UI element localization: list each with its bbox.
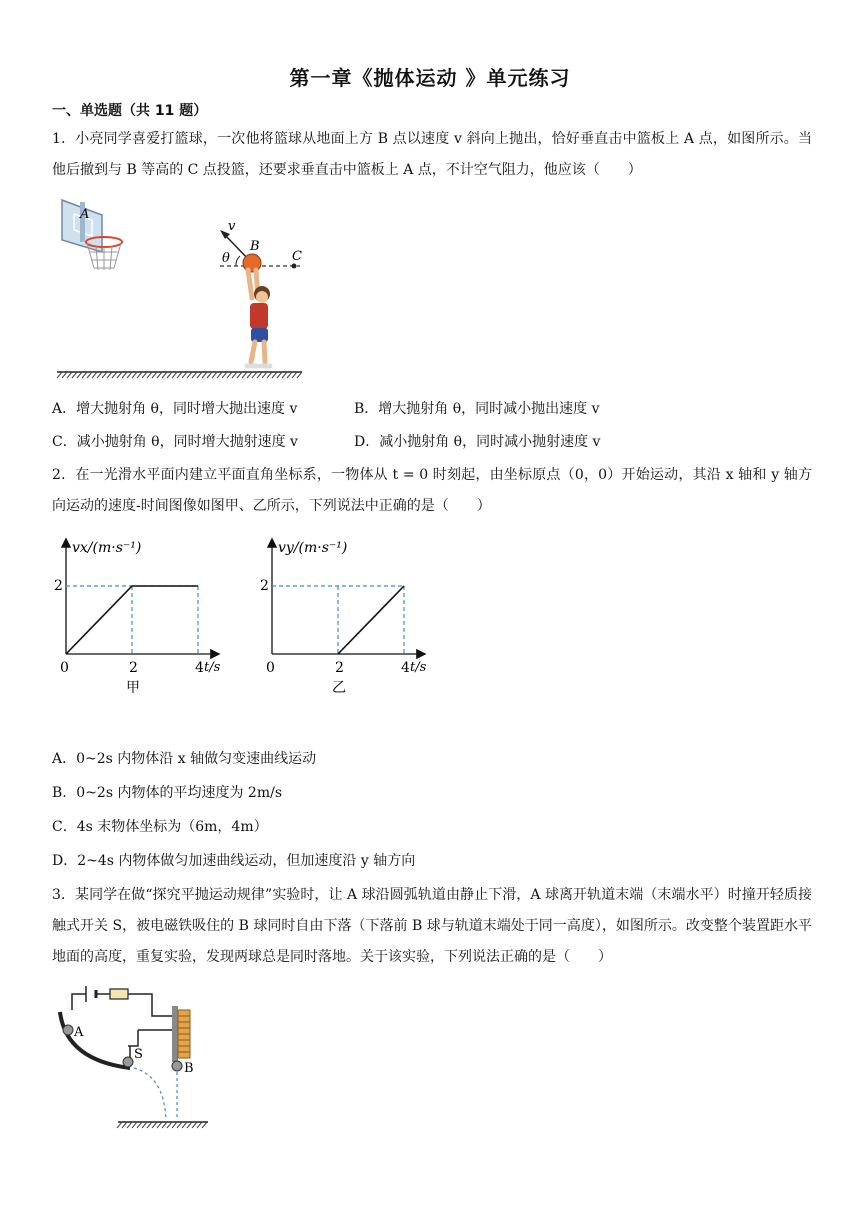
basketball-figure — [52, 190, 312, 385]
point-c-dot — [292, 264, 297, 269]
theta-label: θ — [222, 251, 230, 266]
q1-option-a: A．增大抛射角 θ，同时增大抛出速度 v — [52, 401, 298, 417]
q2-option-b: B．0~2s 内物体的平均速度为 2m/s — [52, 785, 283, 801]
page-title: 第一章《抛体运动 》单元练习 — [289, 66, 571, 90]
resistor-icon — [110, 989, 128, 999]
projectile-path — [134, 1068, 166, 1120]
graph2-x-label: t/s — [410, 660, 427, 675]
switch-s-label: S — [134, 1047, 143, 1062]
graph2-y-tick-2: 2 — [260, 578, 269, 594]
circuit-wires — [72, 994, 178, 1046]
graph2-caption: 乙 — [332, 680, 346, 696]
graph1-x-tick-4: 4 — [195, 660, 204, 676]
graph1-x-tick-2: 2 — [129, 660, 138, 676]
electromagnet — [172, 1006, 190, 1062]
graph2-x-tick-0: 0 — [266, 660, 275, 676]
velocity-time-graphs — [52, 532, 452, 702]
graph1-caption: 甲 — [126, 680, 140, 696]
battery-icon — [86, 986, 96, 1002]
point-a-label: A — [80, 207, 90, 222]
graph2-guides — [272, 586, 404, 654]
point-b-label: B — [250, 239, 260, 254]
projectile-apparatus-figure — [52, 980, 232, 1132]
ball-a — [63, 1025, 73, 1035]
graph2-y-label: vy/(m·s⁻¹) — [278, 540, 348, 556]
q2-option-a: A．0~2s 内物体沿 x 轴做匀变速曲线运动 — [52, 751, 317, 767]
q1-option-d: D．减小抛射角 θ，同时减小抛射速度 v — [354, 434, 601, 450]
q1-option-c: C．减小抛射角 θ，同时增大抛射速度 v — [52, 434, 298, 450]
graph1-y-tick-2: 2 — [54, 578, 63, 594]
velocity-label: v — [228, 219, 236, 234]
question-2-text: 2．在一光滑水平面内建立平面直角坐标系，一物体从 t = 0 时刻起，由坐标原点（0，0）开始运动，其沿 x 轴和 y 轴方向运动的速度-时间图像如图甲、乙所示，下列说法中正确的是（ ） — [52, 467, 812, 514]
section-heading: 一、单选题（共 11 题） — [52, 103, 208, 119]
curved-track — [60, 1012, 130, 1068]
graph2-x-tick-4: 4 — [401, 660, 410, 676]
graph1-x-tick-0: 0 — [60, 660, 69, 676]
graph2-x-tick-2: 2 — [335, 660, 344, 676]
ball-b-label: B — [184, 1061, 194, 1076]
player-figure — [247, 270, 270, 366]
graph2-data-line — [338, 586, 404, 654]
graph1-x-label: t/s — [204, 660, 221, 675]
series-line — [338, 586, 404, 654]
q2-option-c: C．4s 末物体坐标为（6m，4m） — [52, 819, 268, 835]
graph1-guides — [66, 586, 198, 654]
q2-option-d: D．2~4s 内物体做匀加速曲线运动，但加速度沿 y 轴方向 — [52, 853, 416, 869]
q1-option-b: B．增大抛射角 θ，同时减小抛出速度 v — [354, 401, 600, 417]
ball-b — [172, 1061, 182, 1071]
graph1-y-label: vx/(m·s⁻¹) — [72, 540, 142, 556]
ball-a-label: A — [74, 1025, 84, 1040]
question-1-text: 1．小亮同学喜爱打篮球，一次他将篮球从地面上方 B 点以速度 v 斜向上抛出，恰好垂直击中篮板上 A 点，如图所示。当他后撤到与 B 等高的 C 点投篮，还要求垂直击中篮板上 A 点，不计空气阻力，他应该（ ） — [52, 131, 812, 178]
ground-line — [57, 372, 302, 378]
question-3-text: 3．某同学在做“探究平抛运动规律”实验时，让 A 球沿圆弧轨道由静止下滑，A 球离开轨道末端（末端水平）时撞开轻质接触式开关 S，被电磁铁吸住的 B 球同时自由下落（下落前 B 球与轨道末端处于同一高度），如图所示。改变整个装置距水平地面的高度，重复实验，发现两球总是同时落地。关于该实验，下列说法正确的是（ ） — [52, 887, 812, 965]
point-c-label: C — [292, 249, 302, 264]
